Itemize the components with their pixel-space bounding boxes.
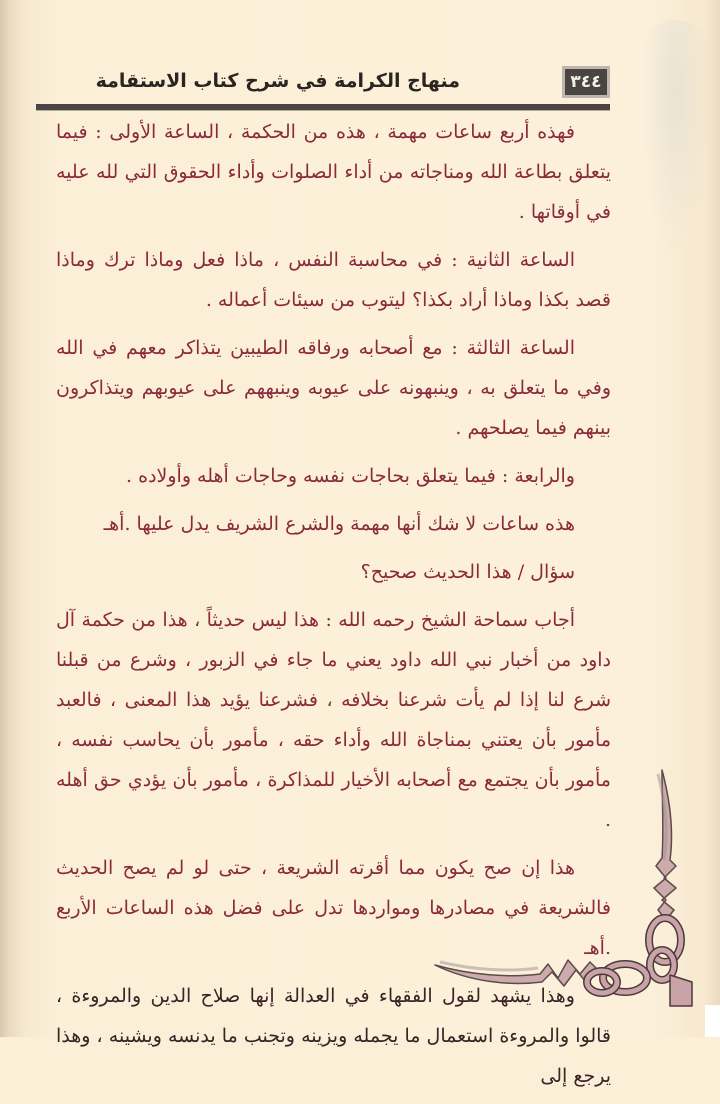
- paragraph-answer: أجاب سماحة الشيخ رحمه الله : هذا ليس حديثاً ، هذا من حكمة آل داود من أخبار نبي الله داود يعني ما جاء في الزبور ، وشرع من قبلنا شرع لنا إذا لم يأت شرعنا بخلافه ، فشرعنا يؤيد هذا المعنى ، فالعبد مأمور بأن يعتني بمناجاة الله وأداء حقه ، مأمور بأن يحاسب نفسه ، مأمور بأن يجتمع مع أصحابه الأخيار للمذاكرة ، مأمور بأن يؤدي حق أهله .: [56, 609, 611, 831]
- paragraph-second-hour: الساعة الثانية : في محاسبة النفس ، ماذا فعل وماذا ترك وماذا قصد بكذا وماذا أراد بكذا؟ ليتوب من سيئات أعماله .: [56, 249, 611, 311]
- paragraph-four-hours: فهذه أربع ساعات مهمة ، هذه من الحكمة ، الساعة الأولى : فيما يتعلق بطاعة الله ومناجاته من أداء الصلوات وأداء الحقوق التي لله عليه في أوقاتها .: [56, 121, 611, 223]
- paragraph-fuqaha: وهذا يشهد لقول الفقهاء في العدالة إنها صلاح الدين والمروءة ، قالوا والمروءة استعمال ما يجمله ويزينه وتجنب ما يدنسه ويشينه ، وهذا يرجع إلى: [56, 985, 611, 1087]
- book-title: منهاج الكرامة في شرح كتاب الاستقامة: [95, 70, 460, 92]
- paragraph-question: سؤال / هذا الحديث صحيح؟: [360, 561, 575, 583]
- corner-ornament-icon: [430, 760, 700, 1010]
- paragraph-conclusion: هذه ساعات لا شك أنها مهمة والشرع الشريف يدل عليها .أهـ: [103, 513, 575, 535]
- header-divider: [36, 104, 610, 111]
- paragraph-third-hour: الساعة الثالثة : مع أصحابه ورفاقه الطيبين يتذاكر معهم في الله وفي ما يتعلق به ، وينبهونه على عيوبه وينبههم على عيوبهم ويتذاكرون بينهم فيما يصلحهم .: [56, 337, 611, 439]
- paragraph-fourth-hour: والرابعة : فيما يتعلق بحاجات نفسه وحاجات أهله وأولاده .: [126, 465, 575, 487]
- watermark-ghost: [640, 20, 710, 260]
- page-number-badge: ٣٤٤: [562, 66, 610, 98]
- page-header: [36, 70, 610, 102]
- scan-edge: [705, 1005, 720, 1037]
- paragraph-sharia-note: هذا إن صح يكون مما أقرته الشريعة ، حتى لو لم يصح الحديث فالشريعة في مصادرها ومواردها تدل على فضل هذه الساعات الأربع .أهـ: [56, 857, 611, 959]
